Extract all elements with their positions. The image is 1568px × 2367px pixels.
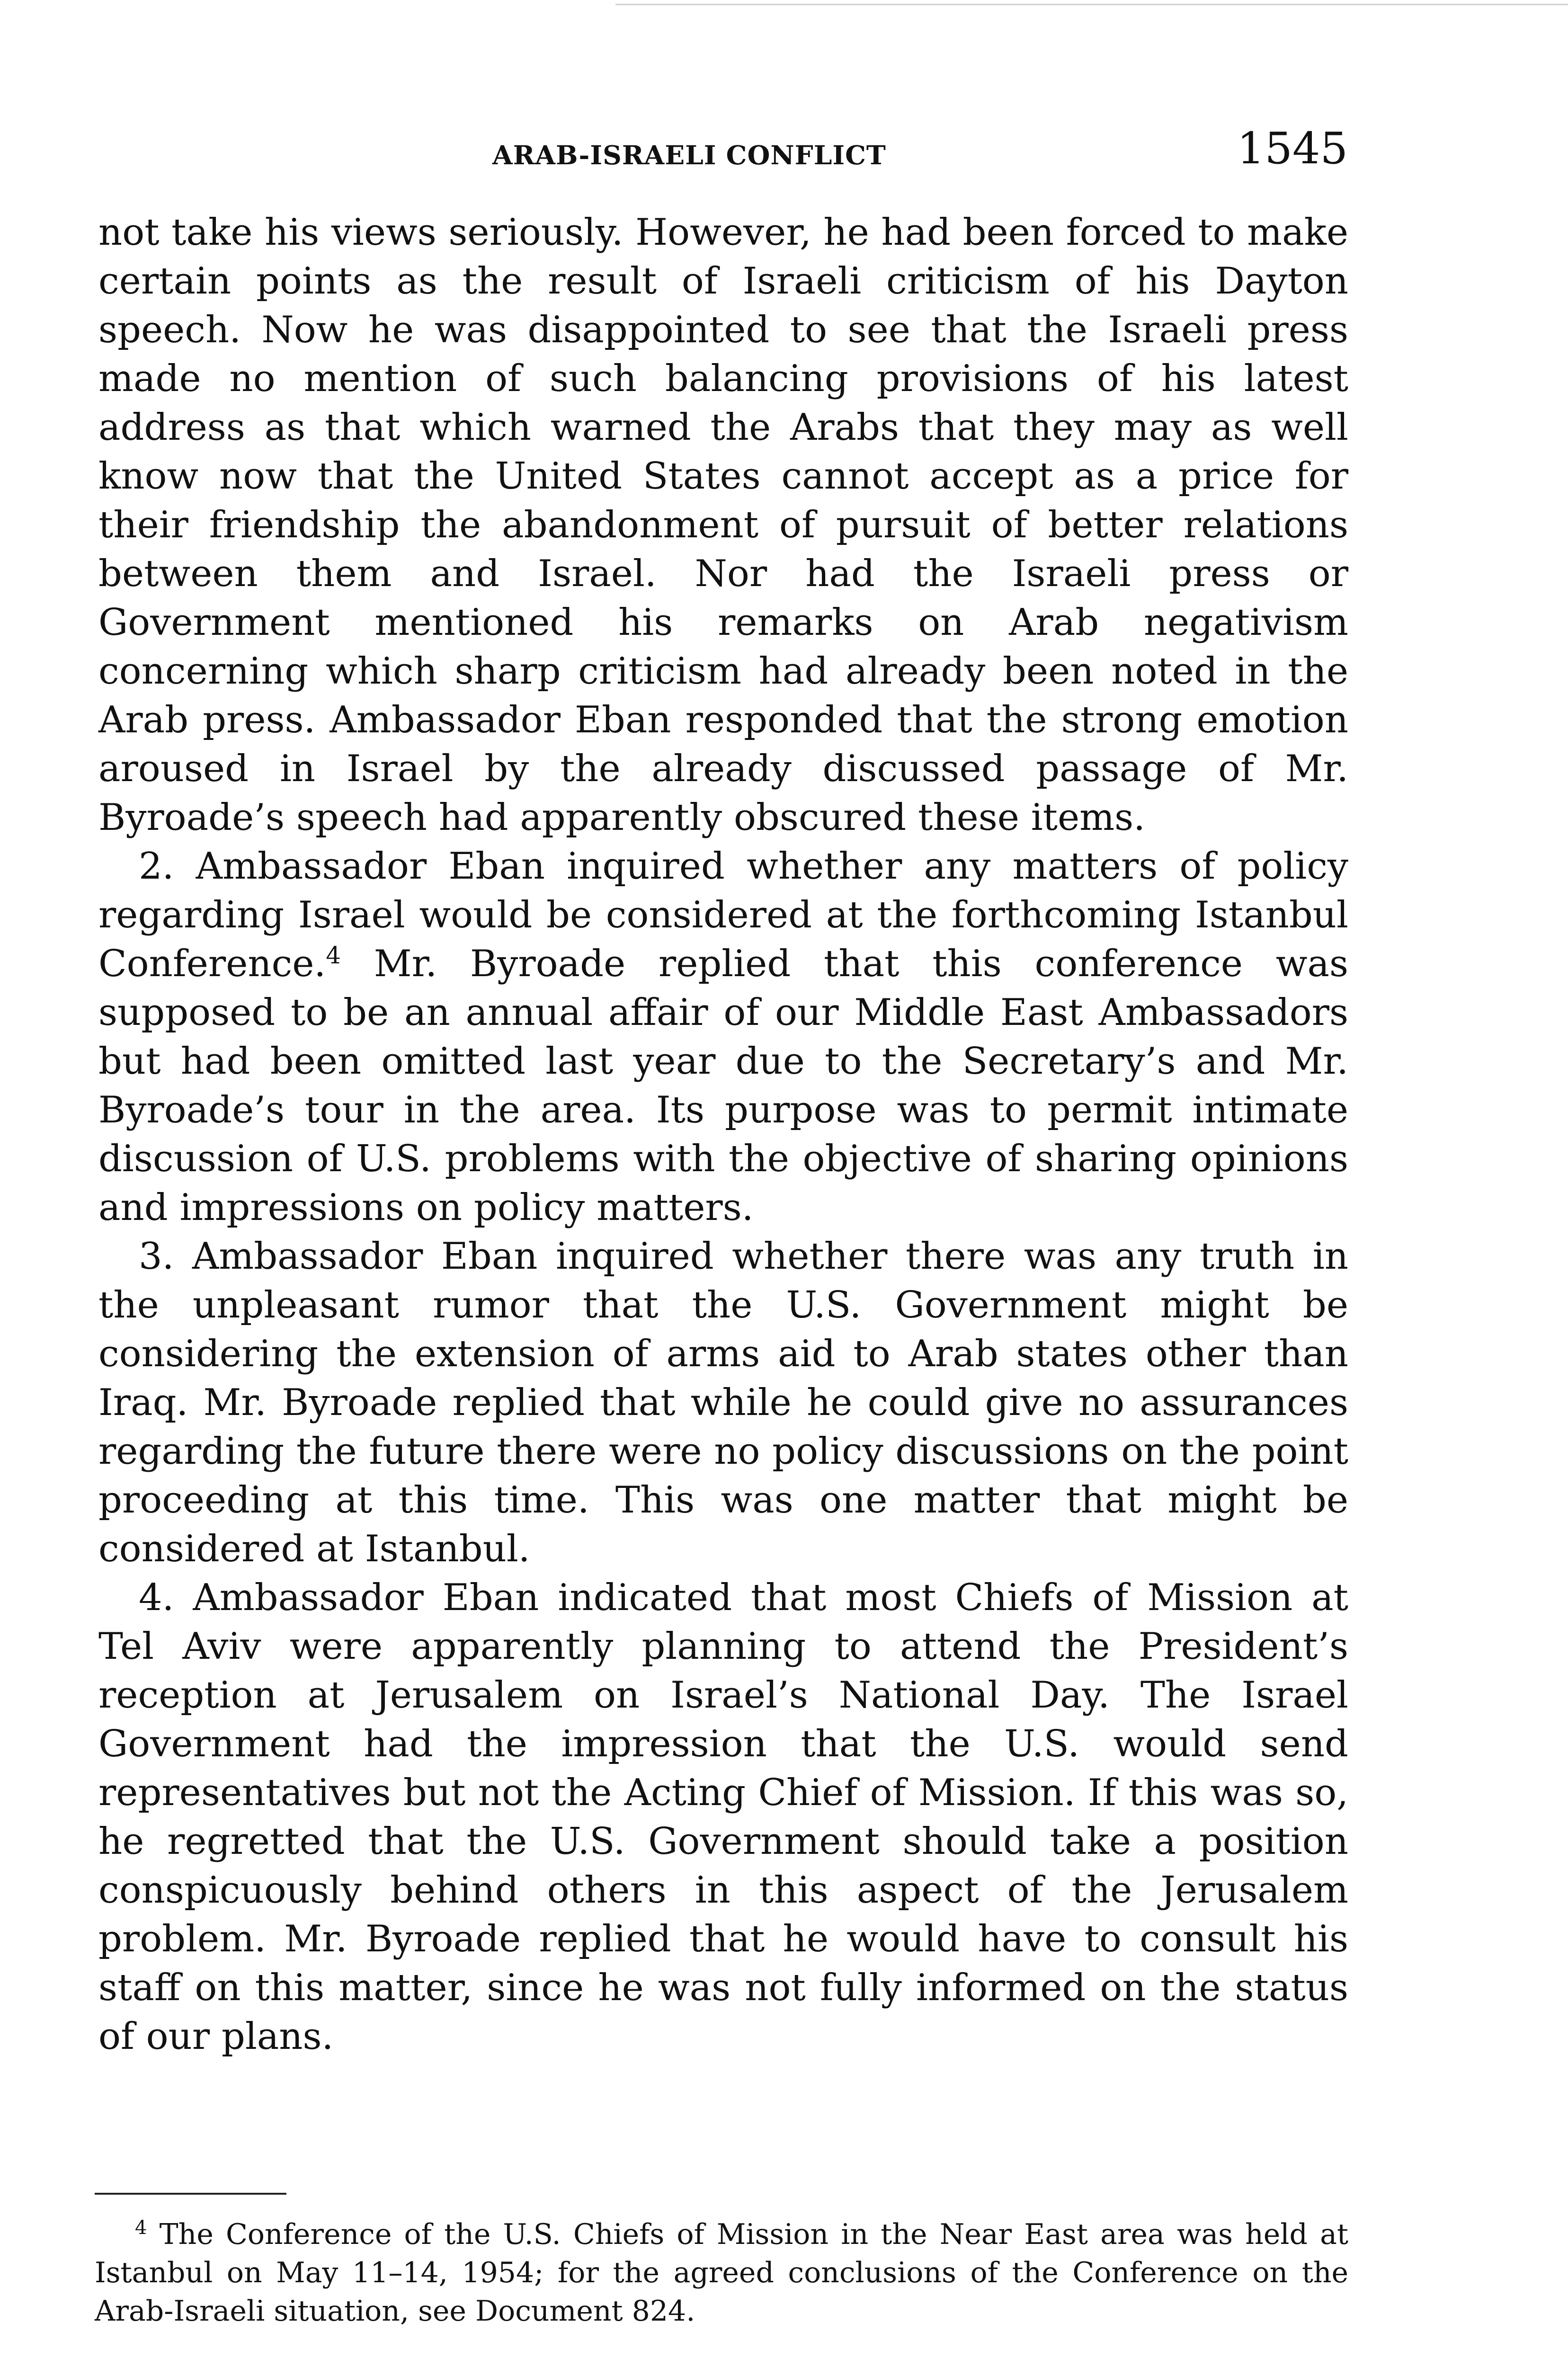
body-text <box>98 208 1348 2061</box>
footnote-separator <box>95 2193 286 2195</box>
footnote-text: The Conference of the U.S. Chiefs of Mission in the Near East area was held at Istanbul on May 11–14, 1954; for the agreed conclusions of the Conference on the Arab-Israeli situation, see Document 824. <box>95 2218 1348 2328</box>
footnote-4 <box>95 2216 1348 2331</box>
page-number: 1545 <box>1237 123 1348 174</box>
running-head: ARAB-ISRAELI CONFLICT <box>492 140 886 170</box>
footnotes <box>95 2216 1348 2331</box>
paragraph-2-text-before: 2. Ambassador Eban inquired whether any matters of policy regarding Israel would be considered at the forthcoming Istanbul Conference. <box>98 845 1348 985</box>
footnote-mark: 4 <box>135 2217 147 2239</box>
top-edge-rule <box>615 4 1568 5</box>
paragraph-3: 3. Ambassador Eban inquired whether there was any truth in the unpleasant rumor that the U.S. Government might be considering the extension of arms aid to Arab states other than Iraq. Mr. Byroade replied that while he could give no assurances regarding the future there were no policy discussions on the point proceeding at this time. This was one matter that might be considered at Istanbul. <box>98 1235 1348 1570</box>
paragraph-continuation: not take his views seriously. However, he had been forced to make certain points as the result of Israeli criticism of his Dayton speech. Now he was disappointed to see that the Israeli press made no mention of such balancing provisions of his latest address as that which warned the Arabs that they may as well know now that the United States cannot accept as a price for their friendship the abandonment of pursuit of better relations between them and Israel. Nor had the Israeli press or Government mentioned his remarks on Arab negativism concerning which sharp criticism had already been noted in the Arab press. Ambassador Eban responded that the strong emotion aroused in Israel by the already discussed passage of Mr. Byroade’s speech had apparently obscured these items. <box>98 211 1348 839</box>
paragraph-2-text-after: Mr. Byroade replied that this conference was supposed to be an annual affair of our Middle East Ambassadors but had been omitted last year due to the Secretary’s and Mr. Byroade’s tour in the area. Its purpose was to permit intimate discussion of U.S. problems with the objective of sharing opinions and impressions on policy matters. <box>98 943 1348 1229</box>
paragraph-4: 4. Ambassador Eban indicated that most Chiefs of Mission at Tel Aviv were apparently planning to attend the President’s reception at Jerusalem on Israel’s National Day. The Israel Government had the impression that the U.S. would send representatives but not the Acting Chief of Mission. If this was so, he regretted that the U.S. Government should take a position conspicuously behind others in this aspect of the Jerusalem problem. Mr. Byroade replied that he would have to consult his staff on this matter, since he was not fully informed on the status of our plans. <box>98 1576 1348 2058</box>
paragraph-2 <box>98 842 1348 1232</box>
footnote-reference-4: 4 <box>326 942 341 969</box>
